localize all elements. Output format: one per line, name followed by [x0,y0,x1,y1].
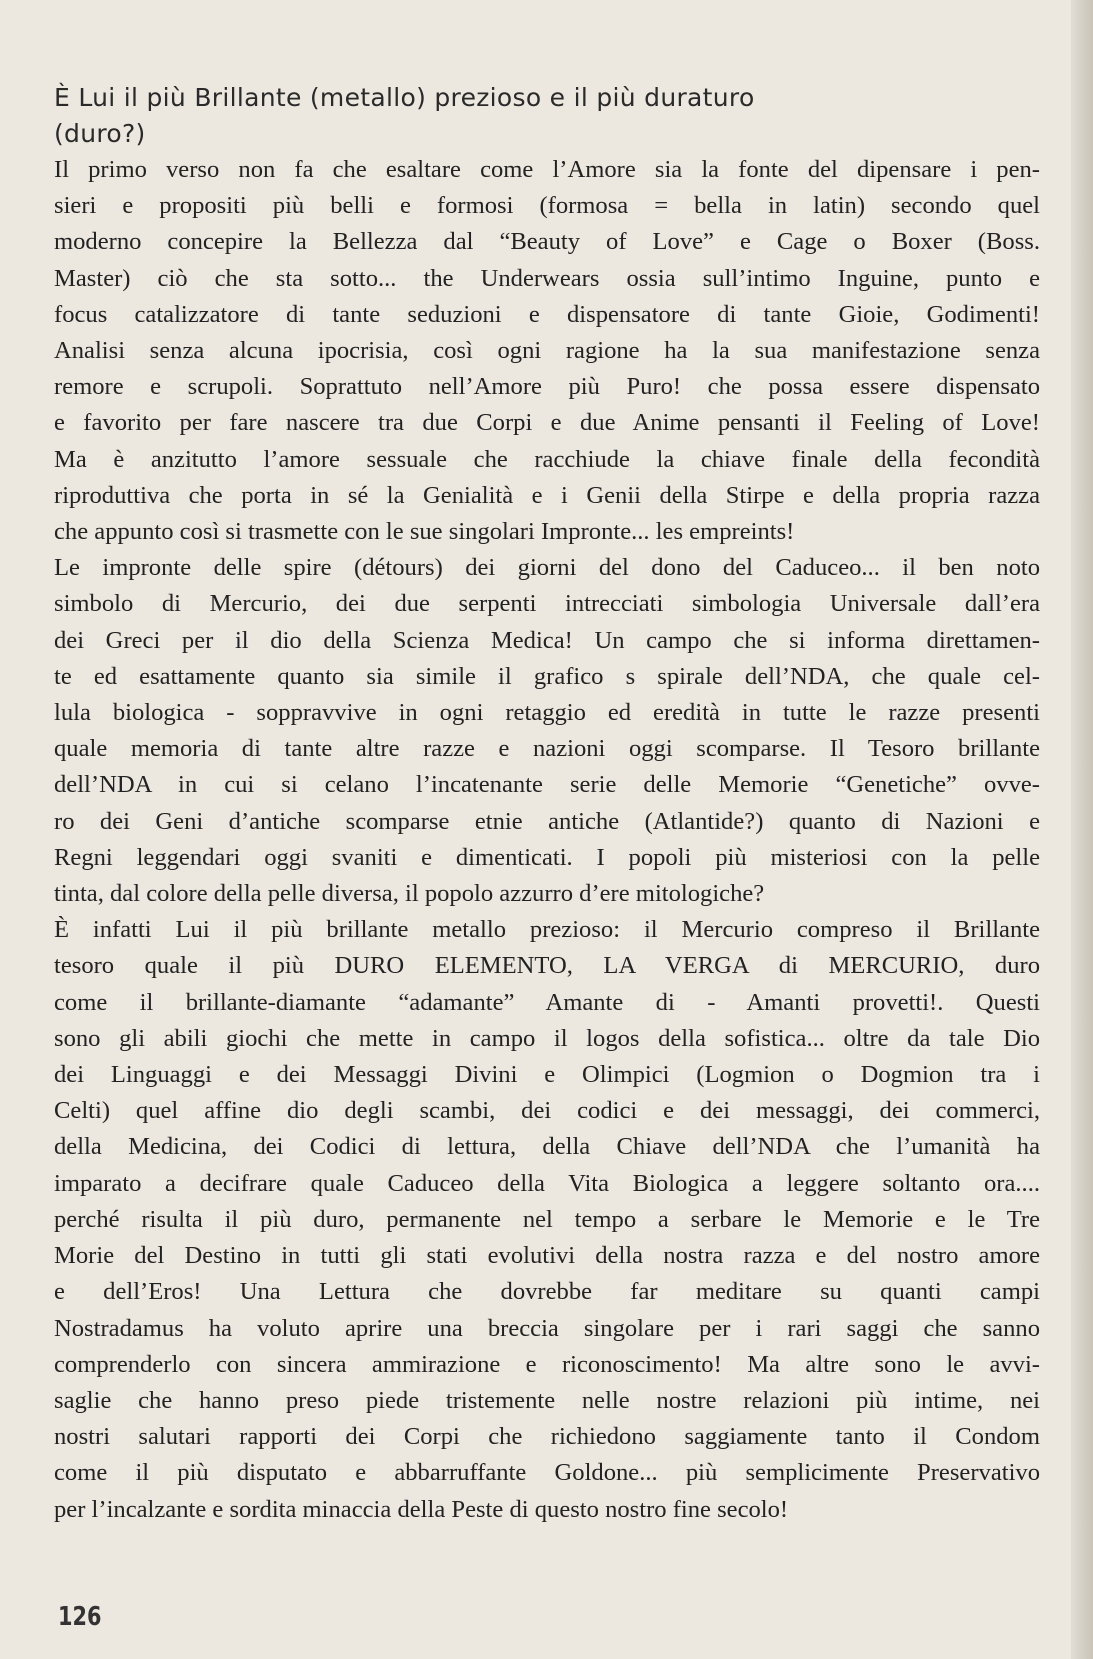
text-line: Nostradamus ha voluto aprire una breccia singolare per i rari saggi che sanno [54,1314,1040,1342]
text-line: della Medicina, dei Codici di lettura, della Chiave dell’NDA che l’umanità ha [54,1133,1040,1161]
text-line: e dell’Eros! Una Lettura che dovrebbe far meditare su quanti campi [54,1278,1040,1306]
text-line: Ma è anzitutto l’amore sessuale che racchiude la chiave finale della fecondità [54,445,1040,473]
text-line: Celti) quel affine dio degli scambi, dei codici e dei messaggi, dei commerci, [54,1097,1040,1125]
text-line: perché risulta il più duro, permanente nel tempo a serbare le Memorie e le Tre [54,1205,1040,1233]
text-line: saglie che hanno preso piede tristemente nelle nostre relazioni più intime, nei [54,1386,1040,1414]
text-line: riproduttiva che porta in sé la Genialità e i Genii della Stirpe e della propria razza [54,481,1040,509]
text-line: comprenderlo con sincera ammirazione e riconoscimento! Ma altre sono le avvi- [54,1350,1040,1378]
text-line: e favorito per fare nascere tra due Corpi e due Anime pensanti il Feeling of Love! [54,409,1040,437]
text-line: tesoro quale il più DURO ELEMENTO, LA VERGA di MERCURIO, duro [54,952,1040,980]
body-text [54,152,1040,1528]
heading-line-1: È Lui il più Brillante (metallo) prezioso e il più duraturo [54,83,755,112]
text-line: simbolo di Mercurio, dei due serpenti intrecciati simbologia Universale dall’era [54,590,1040,618]
text-line: Regni leggendari oggi svaniti e dimenticati. I popoli più misteriosi con la pelle [54,843,1040,871]
text-line: come il brillante-diamante “adamante” Amante di - Amanti provetti!. Questi [54,988,1040,1016]
text-line: Master) ciò che sta sotto... the Underwears ossia sull’intimo Inguine, punto e [54,264,1040,292]
text-line: tinta, dal colore della pelle diversa, il popolo azzurro d’ere mitologiche? [54,880,765,908]
text-line: nostri salutari rapporti dei Corpi che richiedono saggiamente tanto il Condom [54,1423,1040,1451]
text-line: come il più disputato e abbarruffante Goldone... più semplicimente Preservativo [54,1459,1040,1487]
text-line: per l’incalzante e sordita minaccia della Peste di questo nostro fine secolo! [54,1495,789,1523]
text-line: imparato a decifrare quale Caduceo della Vita Biologica a leggere soltanto ora.... [54,1169,1040,1197]
text-line: moderno concepire la Bellezza dal “Beauty of Love” e Cage o Boxer (Boss. [54,228,1040,256]
text-line: Le impronte delle spire (détours) dei giorni del dono del Caduceo... il ben noto [54,554,1040,582]
text-line: Morie del Destino in tutti gli stati evolutivi della nostra razza e del nostro amore [54,1242,1040,1270]
text-line: focus catalizzatore di tante seduzioni e dispensatore di tante Gioie, Godimenti! [54,300,1040,328]
text-line: Il primo verso non fa che esaltare come l’Amore sia la fonte del dipensare i pen- [54,156,1040,183]
text-line: È infatti Lui il più brillante metallo prezioso: il Mercurio compreso il Brillante [54,916,1040,944]
text-line: lula biologica - soppravvive in ogni retaggio ed eredità in tutte le razze presenti [54,699,1040,727]
text-line: remore e scrupoli. Soprattuto nell’Amore più Puro! che possa essere dispensato [54,373,1040,401]
section-heading [54,80,994,152]
text-line: sieri e propositi più belli e formosi (formosa = bella in latin) secondo quel [54,192,1040,220]
page-edge-shadow [1071,0,1093,1659]
text-line: sono gli abili giochi che mette in campo il logos della sofistica... oltre da tale Dio [54,1024,1040,1052]
page-number: 126 [58,1602,102,1632]
text-line: che appunto così si trasmette con le sue singolari Impronte... les empreints! [54,518,795,546]
text-line: dell’NDA in cui si celano l’incatenante serie delle Memorie “Genetiche” ovve- [54,771,1040,799]
text-line: te ed esattamente quanto sia simile il grafico s spirale dell’NDA, che quale cel- [54,662,1040,690]
heading-line-2: (duro?) [54,119,146,148]
text-line: dei Linguaggi e dei Messaggi Divini e Olimpici (Logmion o Dogmion tra i [54,1061,1040,1089]
text-line: ro dei Geni d’antiche scomparse etnie antiche (Atlantide?) quanto di Nazioni e [54,807,1040,835]
text-line: Analisi senza alcuna ipocrisia, così ogni ragione ha la sua manifestazione senza [54,337,1040,365]
text-line: dei Greci per il dio della Scienza Medica! Un campo che si informa direttamen- [54,626,1040,654]
text-line: quale memoria di tante altre razze e nazioni oggi scomparse. Il Tesoro brillante [54,735,1040,763]
